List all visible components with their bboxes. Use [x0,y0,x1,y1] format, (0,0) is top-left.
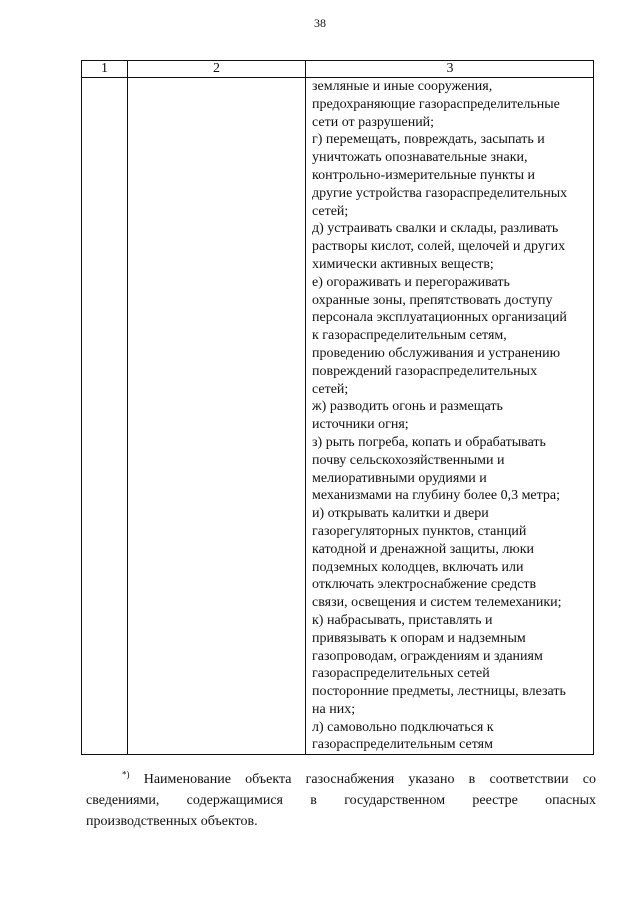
text-line: растворы кислот, солей, щелочей и других [312,239,566,255]
text-line: л) самовольно подключаться к [312,719,494,735]
text-line: подземных колодцев, включать или [312,559,524,575]
text-line: привязывать к опорам и надземным [312,630,526,646]
text-line: почву сельскохозяйственными и [312,452,505,468]
text-line: сетей; [312,203,349,219]
text-line: катодной и дренажной защиты, люки [312,541,535,557]
text-line: к) набрасывать, приставлять и [312,612,493,628]
text-line: отключать электроснабжение средств [312,577,537,593]
text-line: ж) разводить огонь и размещать [312,399,503,415]
text-line: персонала эксплуатационных организаций [312,310,567,326]
text-line: д) устраивать свалки и склады, разливать [312,221,559,237]
text-line: повреждений газораспределительных [312,363,538,379]
text-line: и) открывать калитки и двери [312,506,489,522]
text-line: газорегуляторных пунктов, станций [312,523,527,539]
text-line: проведению обслуживания и устранению [312,345,561,361]
text-line: сетей; [312,381,349,397]
text-line: газопроводам, ограждениям и зданиям [312,648,543,664]
text-line: мелиоративными орудиями и [312,470,487,486]
text-line: газораспределительных сетей [312,666,490,682]
text-line: газораспределительным сетям [312,737,493,753]
text-line: предохраняющие газораспределительные [312,96,560,112]
footnote-line-2: сведениями, содержащимися в государственном реестре опасных [86,793,596,808]
text-line: на них; [312,701,356,717]
footnote [86,769,596,832]
header-cell-1: 1 [101,61,108,76]
column-divider-2 [305,61,306,754]
table-header-row [82,61,593,78]
text-line: к газораспределительным сетям, [312,328,507,344]
text-line: связи, освещения и систем телемеханики; [312,595,562,611]
text-line: химически активных веществ; [312,256,494,272]
text-line: механизмами на глубину более 0,3 метра; [312,488,561,504]
header-cell-3: 3 [446,61,454,76]
footnote-text-1: Наименование объекта газоснабжения указано в соответствии со [143,772,596,787]
text-line: з) рыть погреба, копать и обрабатывать [312,434,546,450]
text-line: земляные и иные сооружения, [312,79,493,94]
text-line: контрольно-измерительные пункты и [312,167,536,183]
text-line: г) перемещать, повреждать, засыпать и [312,132,545,148]
footnote-line-3: производственных объектов. [86,814,258,829]
text-line: уничтожать опознавательные знаки, [312,150,528,166]
footnote-line-1 [86,769,596,790]
text-line: е) огораживать и перегораживать [312,274,510,290]
document-table [81,60,594,755]
text-line: сети от разрушений; [312,114,435,130]
text-line: источники огня; [312,417,409,433]
text-line: другие устройства газораспределительных [312,185,568,201]
text-line: охранные зоны, препятствовать доступу [312,292,553,308]
footnote-mark: *) [122,769,130,780]
column-divider-1 [127,61,128,754]
header-cell-2: 2 [213,61,220,76]
text-line: посторонние предметы, лестницы, влезать [312,684,566,700]
page-number: 38 [314,16,326,30]
column-3-text [312,78,592,754]
